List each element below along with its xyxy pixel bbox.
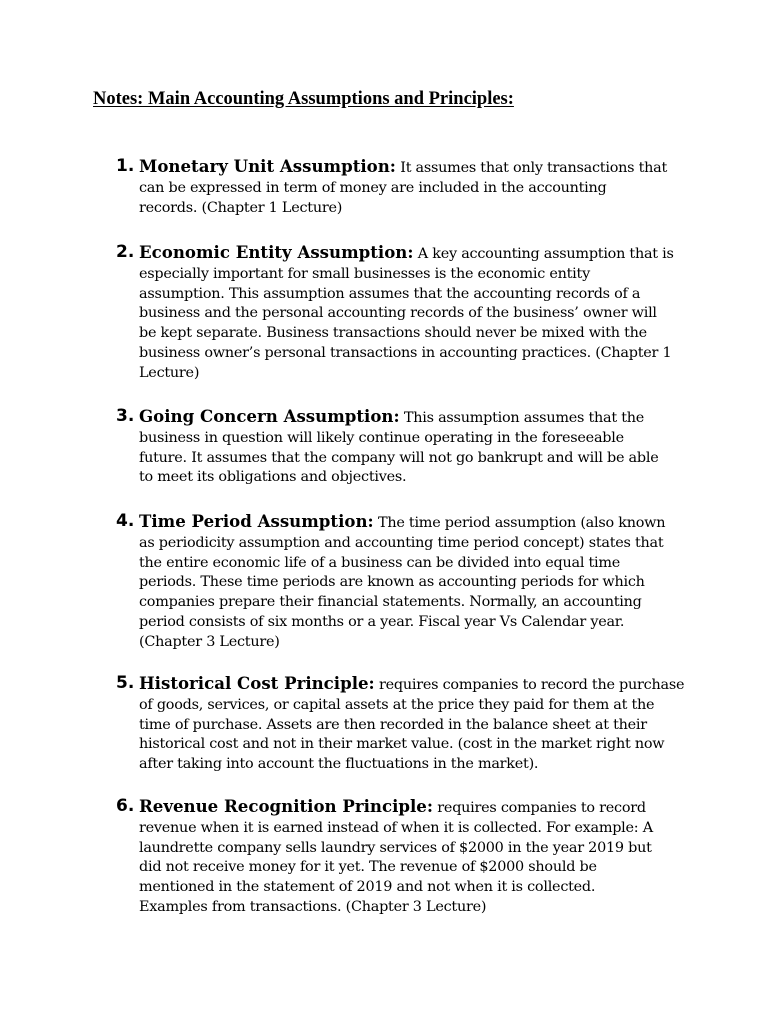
item-text: [139, 512, 687, 653]
item-line: to meet its obligations and objectives.: [139, 469, 407, 486]
item-line: laundrette company sells laundry services of $2000 in the year 2019 but: [139, 839, 652, 856]
item-text: [139, 797, 687, 918]
item-line: revenue when it is earned instead of when it is collected. For example: A: [139, 819, 653, 836]
item-line: (Chapter 3 Lecture): [139, 633, 280, 650]
item-line: of goods, services, or capital assets at the price they paid for them at the: [139, 696, 655, 713]
item-line: did not receive money for it yet. The revenue of $2000 should be: [139, 859, 597, 876]
item-term: Revenue Recognition Principle:: [139, 796, 433, 816]
item-line: periods. These time periods are known as accounting periods for which: [139, 574, 645, 591]
item-line: be kept separate. Business transactions should never be mixed with the: [139, 325, 647, 342]
item-line: can be expressed in term of money are included in the accounting: [139, 179, 607, 196]
item-line: historical cost and not in their market value. (cost in the market right now: [139, 736, 665, 753]
item-line: mentioned in the statement of 2019 and not when it is collected.: [139, 879, 596, 896]
item-line: Monetary Unit Assumption: It assumes that only transactions that: [139, 156, 667, 176]
item-line: Going Concern Assumption: This assumption assumes that the: [139, 406, 645, 426]
item-line: business owner’s personal transactions in accounting practices. (Chapter 1: [139, 344, 672, 361]
item-number: 1.: [116, 156, 135, 176]
item-line: business in question will likely continue operating in the foreseeable: [139, 429, 624, 446]
item-text: [139, 674, 687, 775]
item-line: companies prepare their financial statements. Normally, an accounting: [139, 594, 642, 611]
item-line: records. (Chapter 1 Lecture): [139, 199, 343, 216]
item-number: 6.: [116, 796, 135, 816]
item-line: assumption. This assumption assumes that the accounting records of a: [139, 285, 641, 302]
item-term: Historical Cost Principle:: [139, 673, 375, 693]
item-term: Going Concern Assumption:: [139, 406, 400, 426]
item-line: Revenue Recognition Principle: requires companies to record: [139, 796, 646, 816]
item-line: Lecture): [139, 364, 200, 381]
item-number: 4.: [116, 511, 135, 531]
item-line: Economic Entity Assumption: A key accounting assumption that is: [139, 242, 674, 262]
page-title: Notes: Main Accounting Assumptions and Principles:: [93, 89, 514, 109]
item-number: 2.: [116, 242, 135, 262]
item-term: Time Period Assumption:: [139, 511, 374, 531]
item-line: after taking into account the fluctuations in the market).: [139, 756, 539, 773]
item-line: as periodicity assumption and accounting time period concept) states that: [139, 534, 664, 551]
item-line: time of purchase. Assets are then recorded in the balance sheet at their: [139, 716, 647, 733]
item-term: Monetary Unit Assumption:: [139, 156, 396, 176]
item-term: Economic Entity Assumption:: [139, 242, 414, 262]
item-line: the entire economic life of a business can be divided into equal time: [139, 554, 621, 571]
item-line: business and the personal accounting records of the business’ owner will: [139, 305, 657, 322]
item-line: especially important for small businesses is the economic entity: [139, 265, 590, 282]
item-number: 5.: [116, 673, 135, 693]
item-line: period consists of six months or a year. Fiscal year Vs Calendar year.: [139, 613, 625, 630]
item-line: future. It assumes that the company will not go bankrupt and will be able: [139, 449, 659, 466]
item-line: Time Period Assumption: The time period assumption (also known: [139, 511, 666, 531]
item-line: Historical Cost Principle: requires companies to record the purchase: [139, 673, 685, 693]
item-text: [139, 243, 687, 384]
item-text: [139, 407, 687, 488]
item-text: [139, 157, 687, 218]
item-number: 3.: [116, 406, 135, 426]
item-line: Examples from transactions. (Chapter 3 Lecture): [139, 898, 487, 915]
